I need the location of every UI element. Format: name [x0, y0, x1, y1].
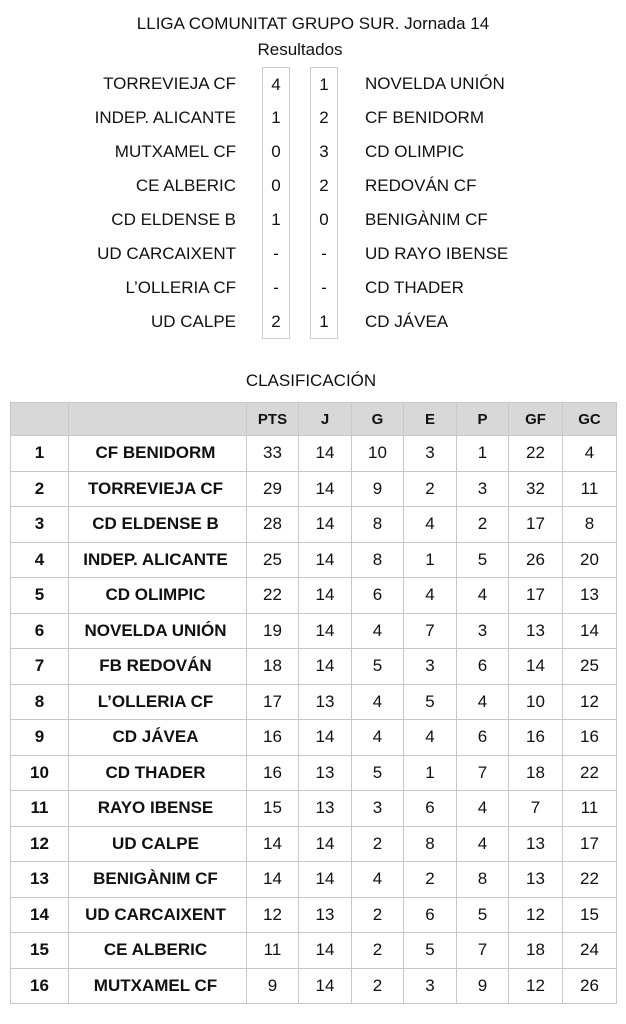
table-row — [11, 542, 617, 578]
home-score: - — [262, 237, 290, 271]
lost-cell: 6 — [457, 720, 509, 756]
goals-against-cell: 12 — [563, 684, 617, 720]
away-score: - — [310, 237, 338, 271]
played-cell: 13 — [299, 791, 352, 827]
lost-cell: 1 — [457, 436, 509, 472]
won-cell: 4 — [352, 862, 404, 898]
column-header: GF — [509, 403, 563, 436]
match-row — [0, 305, 626, 339]
match-row — [0, 67, 626, 101]
position-cell: 10 — [11, 755, 69, 791]
lost-cell: 4 — [457, 826, 509, 862]
lost-cell: 9 — [457, 968, 509, 1004]
home-score: - — [262, 271, 290, 305]
results-list — [0, 67, 626, 339]
away-score: 2 — [310, 101, 338, 135]
points-cell: 11 — [247, 933, 299, 969]
team-name-cell: TORREVIEJA CF — [69, 471, 247, 507]
away-score: 3 — [310, 135, 338, 169]
position-cell: 14 — [11, 897, 69, 933]
goals-against-cell: 15 — [563, 897, 617, 933]
home-score: 2 — [262, 305, 290, 339]
lost-cell: 8 — [457, 862, 509, 898]
match-row — [0, 237, 626, 271]
lost-cell: 5 — [457, 897, 509, 933]
position-cell: 1 — [11, 436, 69, 472]
won-cell: 10 — [352, 436, 404, 472]
goals-for-cell: 18 — [509, 933, 563, 969]
home-team: INDEP. ALICANTE — [94, 108, 236, 127]
played-cell: 14 — [299, 578, 352, 614]
won-cell: 9 — [352, 471, 404, 507]
goals-for-cell: 18 — [509, 755, 563, 791]
match-row — [0, 271, 626, 305]
drawn-cell: 2 — [404, 862, 457, 898]
column-header — [69, 403, 247, 436]
played-cell: 14 — [299, 826, 352, 862]
drawn-cell: 2 — [404, 471, 457, 507]
played-cell: 14 — [299, 720, 352, 756]
won-cell: 8 — [352, 542, 404, 578]
goals-for-cell: 17 — [509, 507, 563, 543]
points-cell: 15 — [247, 791, 299, 827]
table-row — [11, 933, 617, 969]
away-team: CF BENIDORM — [365, 108, 484, 127]
table-row — [11, 755, 617, 791]
away-score: 1 — [310, 305, 338, 339]
played-cell: 14 — [299, 471, 352, 507]
goals-for-cell: 13 — [509, 613, 563, 649]
position-cell: 13 — [11, 862, 69, 898]
home-team: L’OLLERIA CF — [125, 278, 236, 297]
lost-cell: 4 — [457, 578, 509, 614]
goals-against-cell: 22 — [563, 862, 617, 898]
position-cell: 3 — [11, 507, 69, 543]
position-cell: 15 — [11, 933, 69, 969]
goals-against-cell: 20 — [563, 542, 617, 578]
goals-against-cell: 8 — [563, 507, 617, 543]
goals-for-cell: 10 — [509, 684, 563, 720]
drawn-cell: 3 — [404, 436, 457, 472]
goals-against-cell: 25 — [563, 649, 617, 685]
goals-for-cell: 12 — [509, 897, 563, 933]
drawn-cell: 6 — [404, 897, 457, 933]
column-header — [11, 403, 69, 436]
table-row — [11, 684, 617, 720]
points-cell: 12 — [247, 897, 299, 933]
points-cell: 9 — [247, 968, 299, 1004]
played-cell: 13 — [299, 897, 352, 933]
away-team: CD JÁVEA — [365, 312, 449, 331]
lost-cell: 2 — [457, 507, 509, 543]
goals-for-cell: 26 — [509, 542, 563, 578]
goals-against-cell: 14 — [563, 613, 617, 649]
position-cell: 11 — [11, 791, 69, 827]
points-cell: 14 — [247, 862, 299, 898]
drawn-cell: 4 — [404, 720, 457, 756]
column-header: P — [457, 403, 509, 436]
points-cell: 19 — [247, 613, 299, 649]
column-header: G — [352, 403, 404, 436]
away-team: NOVELDA UNIÓN — [365, 74, 505, 93]
standings-title: CLASIFICACIÓN — [245, 371, 377, 390]
team-name-cell: CD THADER — [69, 755, 247, 791]
goals-for-cell: 17 — [509, 578, 563, 614]
drawn-cell: 1 — [404, 755, 457, 791]
position-cell: 2 — [11, 471, 69, 507]
table-row — [11, 897, 617, 933]
played-cell: 14 — [299, 542, 352, 578]
won-cell: 6 — [352, 578, 404, 614]
home-team: CE ALBERIC — [135, 176, 236, 195]
match-row — [0, 101, 626, 135]
drawn-cell: 1 — [404, 542, 457, 578]
team-name-cell: MUTXAMEL CF — [69, 968, 247, 1004]
drawn-cell: 5 — [404, 933, 457, 969]
team-name-cell: INDEP. ALICANTE — [69, 542, 247, 578]
played-cell: 14 — [299, 436, 352, 472]
standings-table — [10, 402, 617, 1004]
home-score: 1 — [262, 101, 290, 135]
lost-cell: 7 — [457, 933, 509, 969]
table-row — [11, 968, 617, 1004]
home-team: UD CARCAIXENT — [97, 244, 236, 263]
drawn-cell: 4 — [404, 507, 457, 543]
points-cell: 33 — [247, 436, 299, 472]
away-team: BENIGÀNIM CF — [365, 210, 488, 229]
home-team: TORREVIEJA CF — [103, 74, 236, 93]
goals-for-cell: 7 — [509, 791, 563, 827]
points-cell: 16 — [247, 755, 299, 791]
away-team: CD THADER — [365, 278, 464, 297]
home-team: UD CALPE — [150, 312, 236, 331]
team-name-cell: FB REDOVÁN — [69, 649, 247, 685]
table-row — [11, 791, 617, 827]
goals-for-cell: 12 — [509, 968, 563, 1004]
goals-against-cell: 16 — [563, 720, 617, 756]
column-header: E — [404, 403, 457, 436]
won-cell: 2 — [352, 933, 404, 969]
position-cell: 6 — [11, 613, 69, 649]
team-name-cell: BENIGÀNIM CF — [69, 862, 247, 898]
played-cell: 13 — [299, 755, 352, 791]
goals-against-cell: 11 — [563, 471, 617, 507]
table-row — [11, 507, 617, 543]
position-cell: 8 — [11, 684, 69, 720]
goals-against-cell: 11 — [563, 791, 617, 827]
page-title: LLIGA COMUNITAT GRUPO SUR. Jornada 14 — [136, 14, 490, 33]
goals-for-cell: 14 — [509, 649, 563, 685]
goals-against-cell: 17 — [563, 826, 617, 862]
played-cell: 14 — [299, 933, 352, 969]
drawn-cell: 3 — [404, 649, 457, 685]
goals-for-cell: 16 — [509, 720, 563, 756]
home-score: 4 — [262, 67, 290, 101]
drawn-cell: 4 — [404, 578, 457, 614]
points-cell: 16 — [247, 720, 299, 756]
won-cell: 2 — [352, 897, 404, 933]
column-header: GC — [563, 403, 617, 436]
table-row — [11, 862, 617, 898]
column-header: J — [299, 403, 352, 436]
won-cell: 4 — [352, 684, 404, 720]
team-name-cell: UD CARCAIXENT — [69, 897, 247, 933]
drawn-cell: 7 — [404, 613, 457, 649]
away-score: 0 — [310, 203, 338, 237]
table-row — [11, 471, 617, 507]
lost-cell: 3 — [457, 613, 509, 649]
standings-header-row — [11, 403, 617, 436]
table-row — [11, 578, 617, 614]
won-cell: 5 — [352, 649, 404, 685]
goals-against-cell: 22 — [563, 755, 617, 791]
team-name-cell: RAYO IBENSE — [69, 791, 247, 827]
goals-for-cell: 32 — [509, 471, 563, 507]
lost-cell: 4 — [457, 684, 509, 720]
away-team: REDOVÁN CF — [365, 176, 477, 195]
team-name-cell: UD CALPE — [69, 826, 247, 862]
won-cell: 3 — [352, 791, 404, 827]
team-name-cell: CF BENIDORM — [69, 436, 247, 472]
lost-cell: 4 — [457, 791, 509, 827]
team-name-cell: CD JÁVEA — [69, 720, 247, 756]
away-team: UD RAYO IBENSE — [365, 244, 509, 263]
played-cell: 14 — [299, 649, 352, 685]
table-row — [11, 826, 617, 862]
won-cell: 2 — [352, 826, 404, 862]
played-cell: 14 — [299, 862, 352, 898]
home-score: 0 — [262, 169, 290, 203]
position-cell: 16 — [11, 968, 69, 1004]
won-cell: 2 — [352, 968, 404, 1004]
team-name-cell: CD OLIMPIC — [69, 578, 247, 614]
match-row — [0, 203, 626, 237]
played-cell: 14 — [299, 968, 352, 1004]
away-score: - — [310, 271, 338, 305]
away-score: 2 — [310, 169, 338, 203]
goals-for-cell: 13 — [509, 862, 563, 898]
played-cell: 14 — [299, 613, 352, 649]
table-row — [11, 436, 617, 472]
position-cell: 5 — [11, 578, 69, 614]
lost-cell: 6 — [457, 649, 509, 685]
position-cell: 9 — [11, 720, 69, 756]
won-cell: 5 — [352, 755, 404, 791]
team-name-cell: CD ELDENSE B — [69, 507, 247, 543]
won-cell: 4 — [352, 720, 404, 756]
table-row — [11, 613, 617, 649]
team-name-cell: NOVELDA UNIÓN — [69, 613, 247, 649]
lost-cell: 5 — [457, 542, 509, 578]
lost-cell: 3 — [457, 471, 509, 507]
points-cell: 25 — [247, 542, 299, 578]
drawn-cell: 8 — [404, 826, 457, 862]
points-cell: 18 — [247, 649, 299, 685]
column-header: PTS — [247, 403, 299, 436]
goals-against-cell: 13 — [563, 578, 617, 614]
match-row — [0, 169, 626, 203]
drawn-cell: 3 — [404, 968, 457, 1004]
points-cell: 29 — [247, 471, 299, 507]
lost-cell: 7 — [457, 755, 509, 791]
position-cell: 4 — [11, 542, 69, 578]
goals-for-cell: 13 — [509, 826, 563, 862]
team-name-cell: L’OLLERIA CF — [69, 684, 247, 720]
table-row — [11, 649, 617, 685]
match-row — [0, 135, 626, 169]
goals-against-cell: 26 — [563, 968, 617, 1004]
team-name-cell: CE ALBERIC — [69, 933, 247, 969]
played-cell: 14 — [299, 507, 352, 543]
won-cell: 8 — [352, 507, 404, 543]
points-cell: 22 — [247, 578, 299, 614]
table-row — [11, 720, 617, 756]
points-cell: 28 — [247, 507, 299, 543]
home-team: MUTXAMEL CF — [114, 142, 236, 161]
results-subtitle: Resultados — [257, 40, 343, 59]
position-cell: 7 — [11, 649, 69, 685]
points-cell: 17 — [247, 684, 299, 720]
goals-against-cell: 4 — [563, 436, 617, 472]
goals-for-cell: 22 — [509, 436, 563, 472]
drawn-cell: 6 — [404, 791, 457, 827]
played-cell: 13 — [299, 684, 352, 720]
home-team: CD ELDENSE B — [111, 210, 236, 229]
position-cell: 12 — [11, 826, 69, 862]
away-team: CD OLIMPIC — [365, 142, 465, 161]
points-cell: 14 — [247, 826, 299, 862]
drawn-cell: 5 — [404, 684, 457, 720]
goals-against-cell: 24 — [563, 933, 617, 969]
home-score: 1 — [262, 203, 290, 237]
away-score: 1 — [310, 67, 338, 101]
home-score: 0 — [262, 135, 290, 169]
won-cell: 4 — [352, 613, 404, 649]
